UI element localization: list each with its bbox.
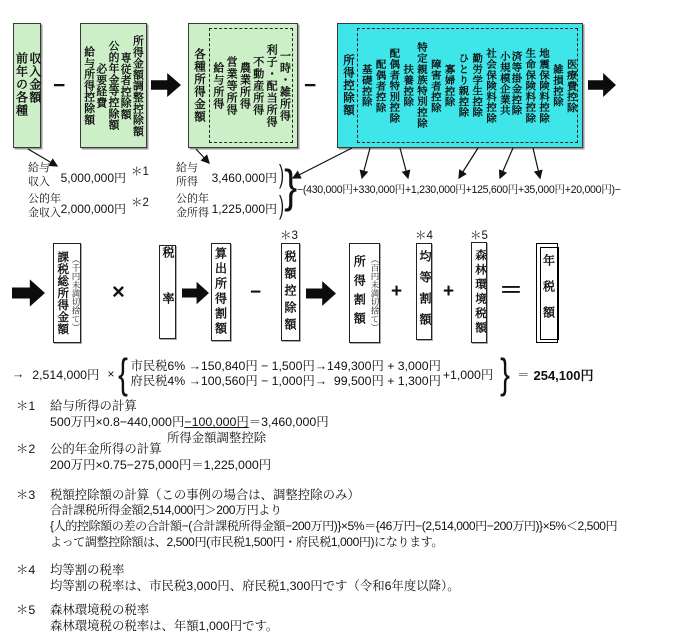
deduction-item: 利子・配当所得 (265, 43, 278, 128)
pension-income-label: 公的年金所得 (176, 193, 209, 219)
flow-arrow-row2-start (12, 276, 45, 310)
salary-revenue-label: 給与収入 (28, 162, 50, 188)
box-income-levy (349, 243, 380, 343)
deduction-item: 一時・雑所得 (278, 49, 291, 122)
deduction-item: 生命保険料控除 (523, 47, 535, 124)
footnote-4 (16, 562, 688, 594)
footnote-4-title: 均等割の税率 (50, 563, 125, 577)
example-calculation-line (12, 352, 593, 396)
box-various-income-amounts-label: 各種所得金額 (193, 48, 205, 123)
calc-open-brace: { (117, 350, 128, 398)
box-forest-environment-tax-label: 森林環境税額 (474, 249, 486, 336)
footnote-ref-5: ＊5 (470, 230, 488, 242)
deduction-item: 小規模企業共済等掛金控除 (497, 50, 521, 116)
flow-arrow-row2-2 (306, 278, 336, 309)
box-per-capita-levy-label: 均等割額 (418, 249, 432, 334)
deduction-item: 地震保険料控除 (537, 47, 549, 124)
footnote-5-title: 森林環境税の税率 (50, 603, 150, 617)
minus-operator-2: − (304, 74, 317, 97)
deduction-item: 寡婦控除 (442, 63, 454, 108)
footnote-4-head (16, 562, 688, 578)
footnote-ref-1: ＊1 (131, 166, 149, 178)
calc-pref-tax-line: 府民税4% →100,560円 − 1,000円→ 99,500円 + 1,300円 (130, 374, 441, 388)
calc-total-annual-tax: 254,100円 (533, 367, 594, 383)
times-operator: × (112, 279, 125, 304)
deduction-item: 基礎控除 (359, 63, 371, 108)
pension-revenue-label: 公的年金収入 (28, 193, 61, 219)
box-computed-income-levy-label: 算出所得割額 (213, 247, 228, 337)
income-type-items (209, 28, 293, 143)
footnote-3-title: 税額控除額の計算（この事例の場合は、調整控除のみ） (50, 488, 360, 502)
footnote-4-ref: ＊4 (16, 563, 36, 577)
revenue-deduction-items (81, 24, 146, 147)
footnote-1-underlined-text: −100,000円 (184, 415, 249, 430)
footnote-1-underlined-amount (166, 415, 267, 446)
footnote-1-head (16, 398, 688, 414)
deduction-item: 公的年金等控除額 (107, 40, 120, 131)
footnote-2-body: 200万円×0.75−275,000円＝1,225,000円 (50, 458, 272, 473)
footnote-5-head (16, 602, 688, 618)
box-taxable-total-income-label: 課税総所得金額 (56, 251, 69, 335)
deduction-item: 配偶者特別控除 (387, 47, 399, 124)
salary-revenue-value: 5,000,000円 (60, 171, 126, 185)
flow-arrow-row2-1 (182, 279, 209, 307)
plus-operator-2: + (443, 281, 455, 302)
deduction-item: 特定親族特別控除 (414, 42, 426, 129)
box-income-levy-label: 所得割額 (352, 255, 367, 331)
footnote-1-underline-label: 所得金額調整控除 (166, 431, 267, 446)
box-income-deductions (337, 23, 583, 148)
box-per-capita-levy (416, 243, 432, 340)
salary-income-value: 3,460,000円 (211, 171, 277, 185)
box-tax-rate (159, 245, 176, 339)
footnote-2 (16, 441, 688, 473)
footnote-ref-3: ＊3 (280, 230, 298, 242)
calc-tax-lines (131, 359, 441, 390)
box-income-deductions-label: 所得控除額 (342, 54, 354, 117)
footnote-3-head (16, 487, 688, 503)
box-various-income-amounts (188, 23, 298, 148)
deduction-item: 営業等所得 (225, 55, 238, 116)
box-forest-environment-tax (471, 242, 487, 343)
footnote-3-ref: ＊3 (16, 488, 36, 502)
calc-lead-arrow: → (12, 367, 25, 381)
plus-operator-1: + (391, 281, 403, 302)
flow-arrow-1 (151, 70, 181, 100)
box-annual-tax-inner-border (540, 247, 559, 340)
footnote-ref-2: ＊2 (131, 197, 149, 209)
calc-equals: ＝ (517, 368, 530, 382)
deduction-item: 医療費控除 (564, 58, 576, 113)
calc-forest-add: +1,000円 (442, 368, 494, 382)
deduction-item: 雑損控除 (550, 63, 562, 108)
minus-operator-1: − (53, 74, 66, 97)
deduction-item: 所得金額調整控除額 (131, 34, 144, 137)
deduction-item: 給与所得控除額 (83, 45, 96, 126)
box-annual-tax-label: 年税額 (541, 254, 556, 332)
deduction-sum-formula: −(430,000円+330,000円+1,230,000円+125,600円+35,000円+20,000円)− (297, 184, 621, 196)
deduction-item: 給与所得 (211, 61, 224, 110)
footnote-3-line-1: 合計課税所得金額2,514,000円＞200万円より (50, 503, 282, 518)
footnote-1-body (50, 414, 688, 446)
box-taxable-total-income (53, 243, 81, 343)
footnote-4-body: 均等割の税率は、市民税3,000円、府民税1,300円です（令和6年度以降）。 (50, 579, 460, 594)
pension-income-value: 1,225,000円 (211, 202, 277, 216)
salary-income-brace: ) (279, 161, 284, 190)
footnote-5 (16, 602, 688, 634)
box-taxable-total-income-note: （千円未満切捨て） (71, 254, 81, 332)
deduction-item: 農業所得 (238, 61, 251, 110)
calc-city-tax-line: 市民税6% →150,840円 − 1,500円→149,300円 + 3,000円 (130, 358, 441, 373)
pension-income-brace: ) (279, 192, 284, 221)
calc-times: × (107, 367, 115, 381)
box-income-levy-note: （百円未満切捨て） (370, 254, 380, 332)
deduction-item: ひとり親控除 (456, 53, 468, 118)
income-deduction-items (357, 28, 578, 143)
calc-base-amount: 2,514,000円 (32, 368, 100, 382)
deduction-item: 専従者控除額 (119, 51, 132, 120)
box-revenue-deduction-types (80, 23, 147, 148)
footnote-2-ref: ＊2 (16, 442, 36, 456)
deduction-item: 配偶者控除 (373, 58, 385, 113)
deduction-item: 社会保険料控除 (484, 47, 496, 124)
box-prev-year-revenue (13, 23, 41, 148)
footnote-1-title: 給与所得の計算 (50, 399, 137, 413)
footnote-ref-4: ＊4 (415, 230, 433, 242)
box-prev-year-revenue-label: 前年の各種収入金額 (14, 52, 42, 117)
flow-arrow-2 (588, 70, 616, 100)
footnote-1-formula-post: ＝3,460,000円 (248, 415, 329, 430)
deduction-item: 不動産所得 (251, 55, 264, 116)
footnote-1 (16, 398, 688, 446)
footnote-5-body: 森林環境税の税率は、年額1,000円です。 (50, 619, 279, 634)
deduction-item: 勤労学生控除 (470, 53, 482, 118)
pension-revenue-value: 2,000,000円 (60, 202, 126, 216)
incomes-group-brace: } (284, 160, 298, 212)
box-annual-tax (536, 243, 558, 343)
deduction-item: 障害者控除 (428, 58, 440, 113)
calc-close-brace: } (500, 350, 511, 398)
footnote-3-line-3: よって調整控除額は、2,500円(市民税1,500円・府民税1,000円)になります。 (50, 534, 443, 549)
box-tax-rate-label: 税率 (161, 246, 175, 338)
footnote-2-head (16, 441, 688, 457)
footnote-3 (16, 487, 688, 550)
deduction-item: 必要経費 (95, 62, 108, 109)
box-tax-credit (281, 243, 300, 341)
footnote-2-title: 公的年金所得の計算 (50, 442, 162, 456)
salary-income-label: 給与所得 (176, 162, 198, 188)
minus-operator-row2: − (250, 282, 262, 303)
equals-operator: ＝ (499, 277, 523, 304)
deduction-item: 扶養控除 (401, 63, 413, 108)
box-tax-credit-label: 税額控除額 (283, 249, 297, 335)
footnote-1-formula-pre: 500万円×0.8−440,000円 (50, 415, 185, 430)
footnote-5-ref: ＊5 (16, 603, 36, 617)
box-computed-income-levy (211, 243, 231, 341)
footnote-1-ref: ＊1 (16, 399, 36, 413)
footnote-3-line-2: {人的控除額の差の合計額−(合計課税所得金額−200万円)}×5%＝{46万円−(2,514,000円−200万円)}×5%＜2,500円 (50, 518, 618, 533)
